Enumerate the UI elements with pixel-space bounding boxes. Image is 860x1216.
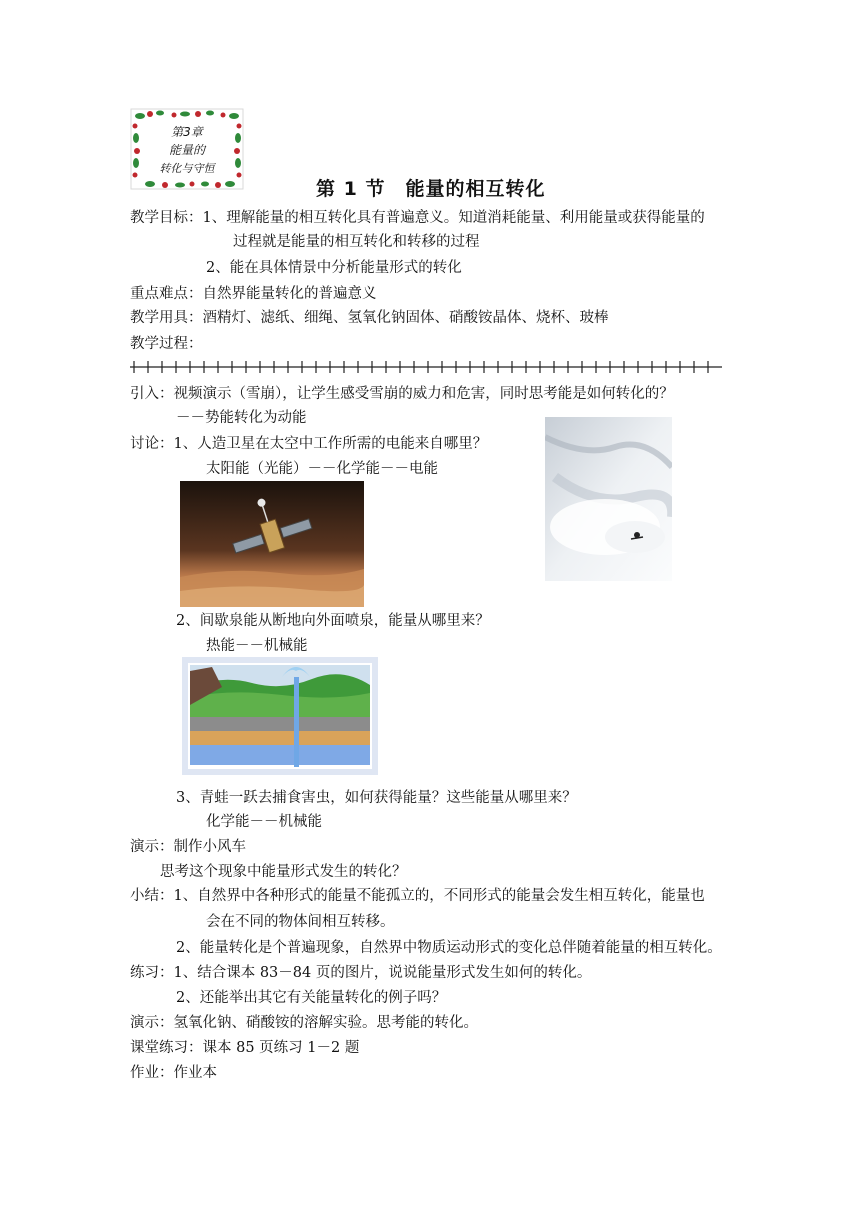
intro-line-1: 引入：视频演示（雪崩），让学生感受雪崩的威力和危害，同时思考能是如何转化的？ (130, 386, 674, 402)
practice-line-2: 2、还能举出其它有关能量转化的例子吗？ (176, 990, 447, 1006)
demo-dissolution: 演示：氢氧化钠、硝酸铵的溶解实验。思考能的转化。 (130, 1015, 478, 1031)
key-points: 重点难点：自然界能量转化的普遍意义 (130, 286, 377, 302)
discussion-a2: 热能－－机械能 (206, 638, 308, 654)
demo-line-2: 思考这个现象中能量形式发生的转化？ (160, 864, 407, 880)
summary-line-1: 小结：1、自然界中各种形式的能量不能孤立的，不同形式的能量会发生相互转化，能量也 (130, 888, 705, 904)
discussion-q1: 讨论：1、人造卫星在太空中工作所需的电能来自哪里？ (130, 436, 488, 452)
teaching-process-label: 教学过程： (130, 336, 203, 352)
satellite-image (180, 481, 364, 607)
intro-line-2: －－势能转化为动能 (176, 410, 307, 426)
svg-text:能量的: 能量的 (168, 143, 206, 157)
class-exercise: 课堂练习：课本 85 页练习 1－2 题 (130, 1040, 360, 1056)
homework: 作业：作业本 (130, 1065, 217, 1081)
process-divider (130, 361, 722, 373)
avalanche-image (545, 417, 672, 581)
discussion-q3: 3、青蛙一跃去捕食害虫，如何获得能量？这些能量从哪里来？ (176, 790, 577, 806)
page-title: 第 1 节 能量的相互转化 (316, 178, 546, 200)
summary-line-3: 2、能量转化是个普遍现象，自然界中物质运动形式的变化总伴随着能量的相互转化。 (176, 940, 722, 956)
objectives-line-1: 教学目标：1、理解能量的相互转化具有普遍意义。知道消耗能量、利用能量或获得能量的 (130, 210, 705, 226)
discussion-q2: 2、间歇泉能从断地向外面喷泉，能量从哪里来？ (176, 613, 490, 629)
discussion-a3: 化学能－－机械能 (206, 814, 322, 830)
teaching-tools: 教学用具：酒精灯、滤纸、细绳、氢氧化钠固体、硝酸铵晶体、烧杯、玻棒 (130, 310, 609, 326)
geyser-image (182, 657, 378, 775)
demo-line-1: 演示：制作小风车 (130, 839, 246, 855)
discussion-a1: 太阳能（光能）－－化学能－－电能 (206, 461, 438, 477)
practice-line-1: 练习：1、结合课本 83－84 页的图片，说说能量形式发生如何的转化。 (130, 965, 592, 981)
objectives-line-2: 过程就是能量的相互转化和转移的过程 (233, 234, 480, 250)
summary-line-2: 会在不同的物体间相互转移。 (206, 914, 395, 930)
svg-text:转化与守恒: 转化与守恒 (159, 162, 215, 175)
chapter-logo (130, 108, 244, 190)
objectives-line-3: 2、能在具体情景中分析能量形式的转化 (206, 260, 462, 276)
svg-text:第3章: 第3章 (171, 125, 203, 139)
